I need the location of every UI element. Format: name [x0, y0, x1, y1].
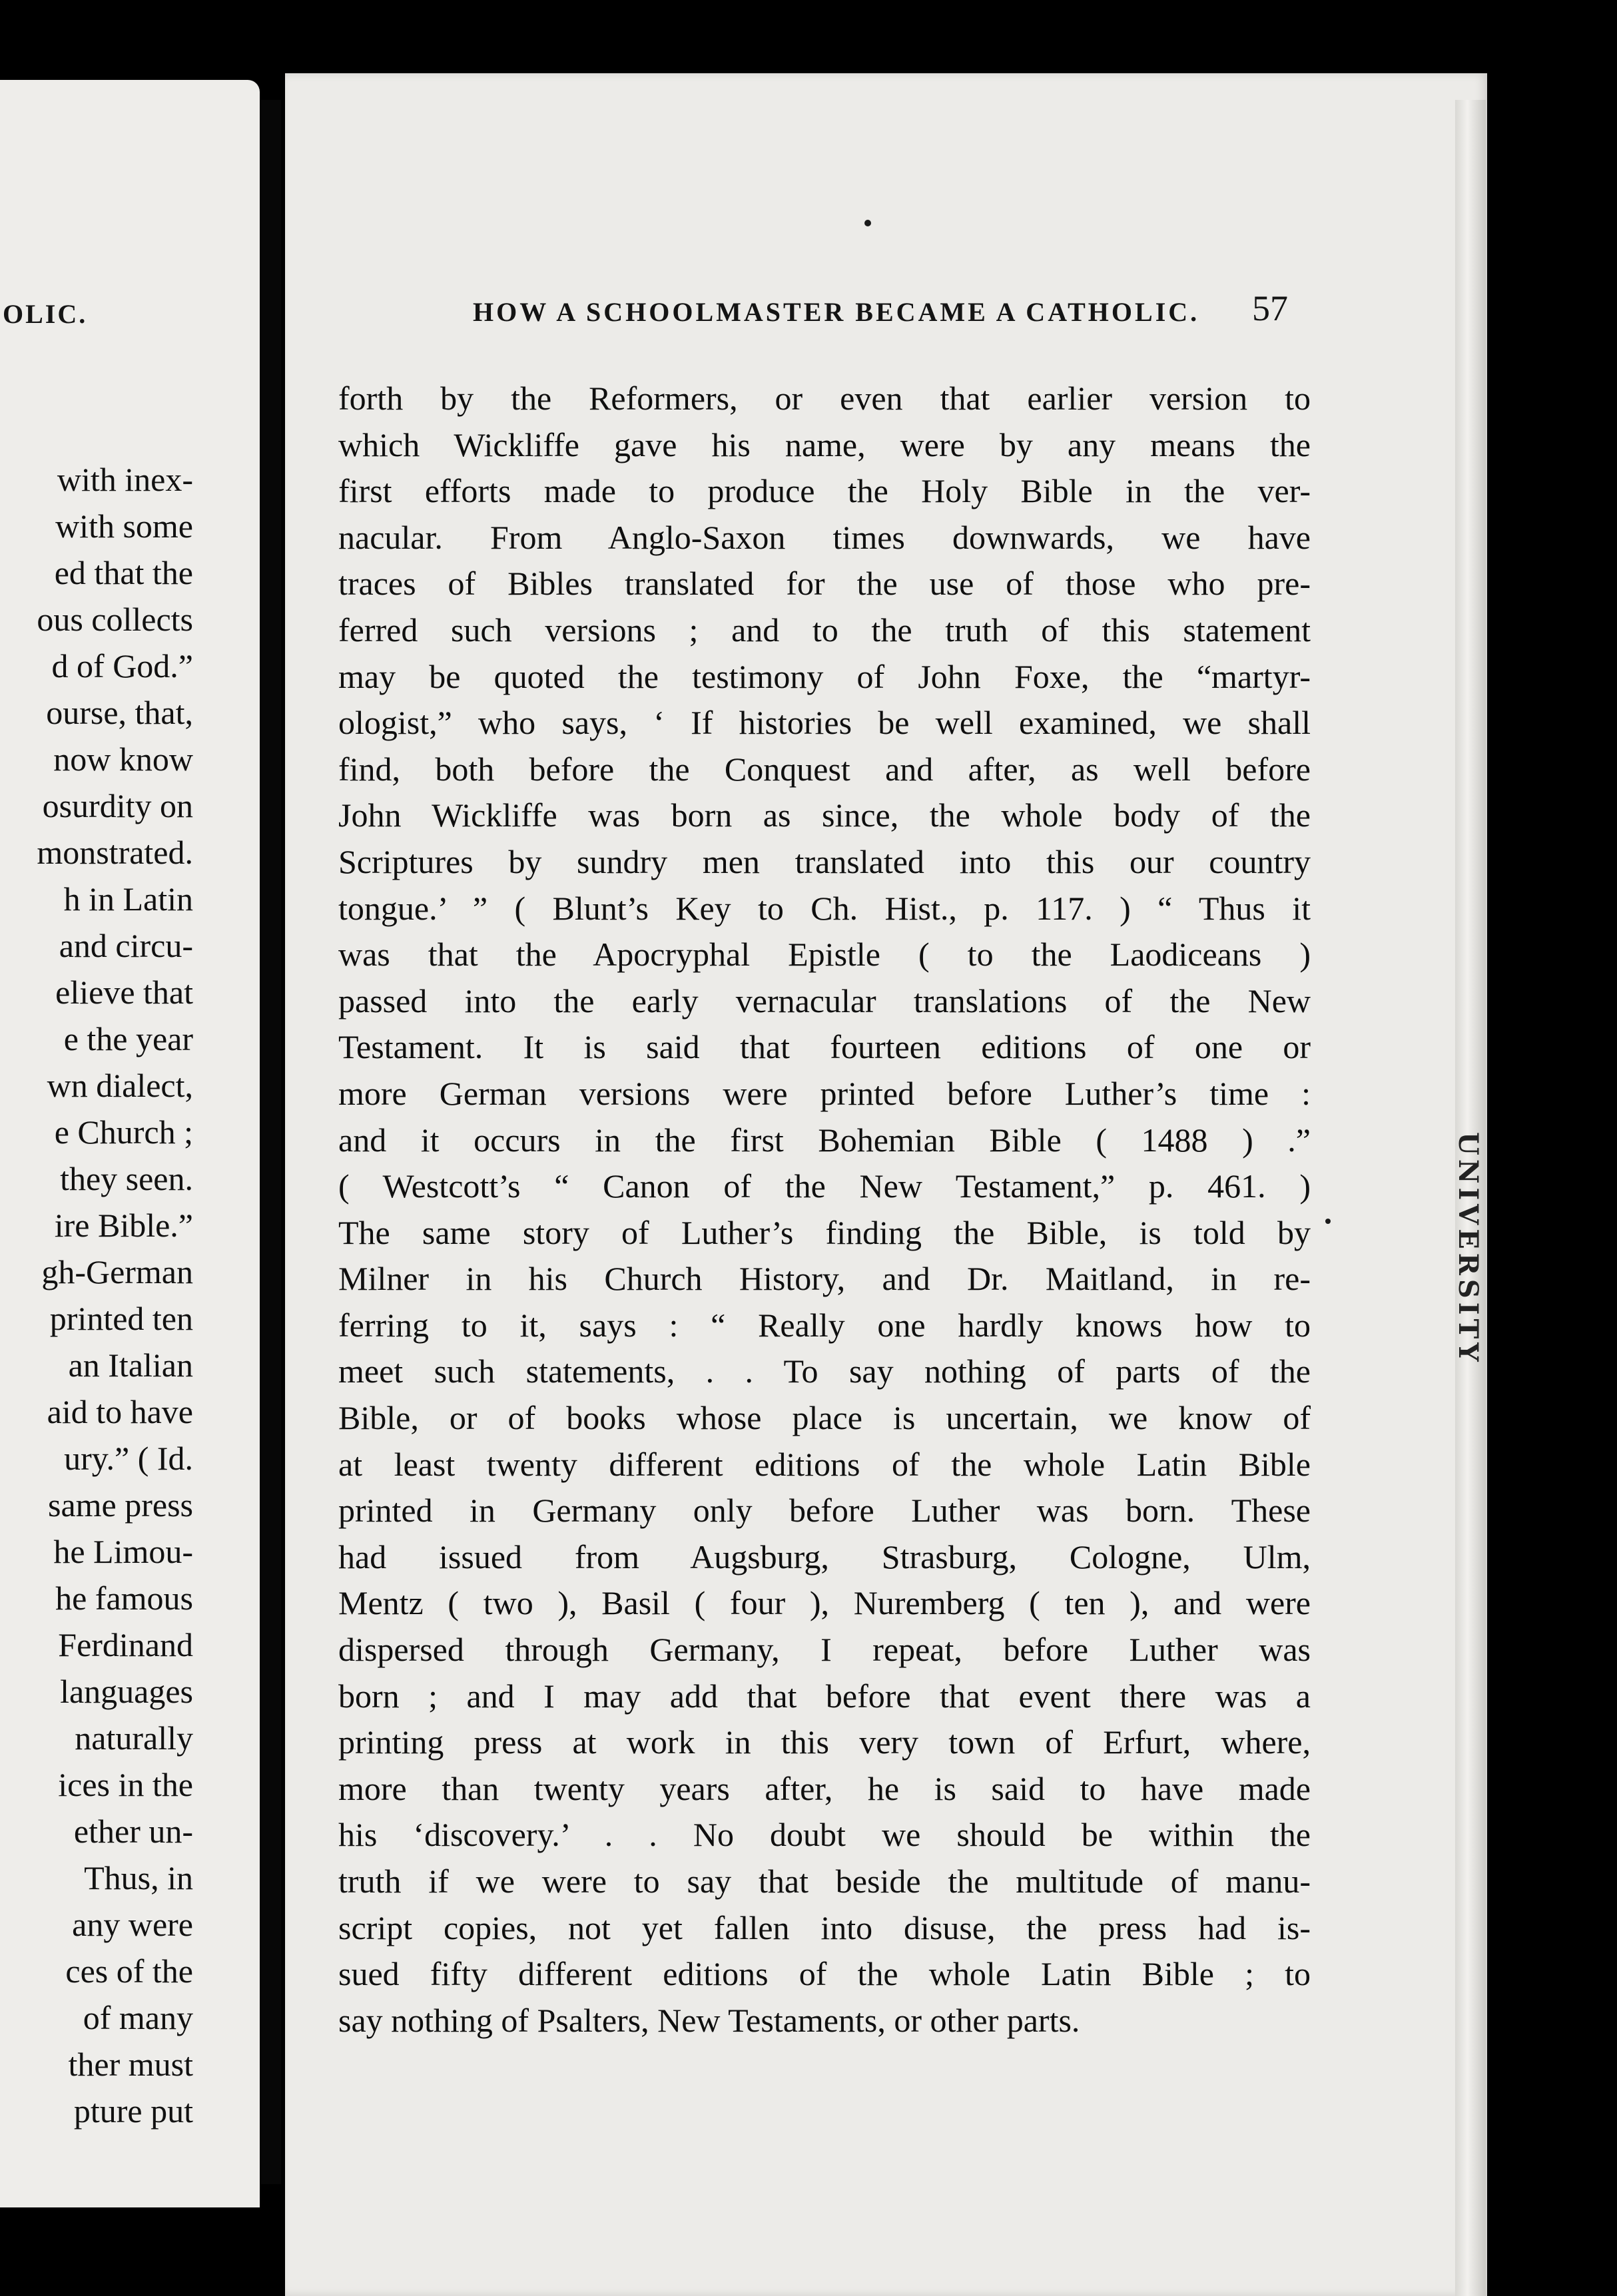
- left-text-line: languages: [60, 1673, 193, 1710]
- body-text-line: may be quoted the testimony of John Foxe, the “martyr-: [338, 657, 1311, 695]
- book-gutter: [261, 100, 281, 2184]
- left-text-line: an Italian: [68, 1346, 193, 1384]
- body-text-line: and it occurs in the first Bohemian Bible ( 1488 ) .”: [338, 1121, 1311, 1159]
- body-text-line: Scriptures by sundry men translated into this our country: [338, 842, 1311, 880]
- body-text-line: ( Westcott’s “ Canon of the New Testament,” p. 461. ): [338, 1167, 1311, 1205]
- body-text-line: was that the Apocryphal Epistle ( to the Laodiceans ): [338, 936, 1311, 974]
- left-text-line: he famous: [55, 1579, 193, 1617]
- running-head: HOW A SCHOOLMASTER BECAME A CATHOLIC.: [473, 297, 1200, 327]
- left-text-line: with some: [55, 507, 193, 545]
- body-text-line: traces of Bibles translated for the use of those who pre-: [338, 565, 1311, 603]
- left-text-line: ether un-: [73, 1813, 193, 1850]
- body-text-line: sued fifty different editions of the whole Latin Bible ; to: [338, 1955, 1311, 1993]
- body-text-line: Testament. It is said that fourteen editions of one or: [338, 1028, 1311, 1066]
- left-text-line: gh-German: [41, 1253, 193, 1291]
- left-text-line: Ferdinand: [58, 1626, 193, 1663]
- body-text-line: ferred such versions ; and to the truth of this statement: [338, 611, 1311, 649]
- ink-speck: [1325, 1219, 1331, 1224]
- body-text-line: meet such statements, . . To say nothing of parts of the: [338, 1352, 1311, 1390]
- left-text-line: they seen.: [60, 1160, 193, 1197]
- left-text-line: elieve that: [55, 974, 193, 1011]
- body-text-line: printed in Germany only before Luther was born. These: [338, 1492, 1311, 1530]
- left-text-line: printed ten: [49, 1300, 193, 1337]
- body-text-line: dispersed through Germany, I repeat, before Luther was: [338, 1631, 1311, 1669]
- body-text-column: [338, 376, 1311, 2044]
- body-text-line: more than twenty years after, he is said to have made: [338, 1769, 1311, 1807]
- page-number: 57: [1252, 288, 1288, 328]
- body-text-line: say nothing of Psalters, New Testaments, or other parts.: [338, 2001, 1080, 2039]
- left-text-line: same press: [48, 1486, 193, 1524]
- left-text-line: he Limou-: [53, 1533, 193, 1570]
- left-text-line: ous collects: [37, 601, 193, 638]
- library-stamp: UNIVERSITY: [1453, 1132, 1484, 1366]
- left-text-line: pture put: [73, 2092, 193, 2130]
- body-text-line: Mentz ( two ), Basil ( four ), Nuremberg ( ten ), and were: [338, 1584, 1311, 1622]
- left-text-line: of many: [83, 1999, 193, 2036]
- body-text-line: more German versions were printed before Luther’s time :: [338, 1074, 1311, 1112]
- left-text-line: ces of the: [65, 1952, 193, 1990]
- left-text-line: ices in the: [58, 1766, 193, 1803]
- left-text-line: monstrated.: [37, 834, 193, 871]
- left-text-line: ed that the: [54, 554, 193, 591]
- body-text-line: his ‘discovery.’ . . No doubt we should be within the: [338, 1816, 1311, 1854]
- left-text-line: now know: [53, 740, 193, 778]
- ink-speck: [864, 220, 871, 226]
- left-text-line: e Church ;: [54, 1113, 193, 1151]
- body-text-line: script copies, not yet fallen into disuse, the press had is-: [338, 1908, 1311, 1946]
- left-text-line: ther must: [68, 2046, 193, 2083]
- left-text-line: e the year: [63, 1020, 193, 1057]
- body-text-line: passed into the early vernacular translations of the New: [338, 982, 1311, 1019]
- body-text-line: Milner in his Church History, and Dr. Maitland, in re-: [338, 1260, 1311, 1298]
- body-text-line: had issued from Augsburg, Strasburg, Cologne, Ulm,: [338, 1538, 1311, 1576]
- body-text-line: truth if we were to say that beside the multitude of manu-: [338, 1863, 1311, 1900]
- body-text-line: ferring to it, says : “ Really one hardly knows how to: [338, 1306, 1311, 1344]
- body-text-line: forth by the Reformers, or even that earlier version to: [338, 380, 1311, 417]
- left-text-line: and circu-: [59, 927, 193, 964]
- left-text-line: aid to have: [47, 1393, 193, 1430]
- body-text-line: born ; and I may add that before that event there was a: [338, 1677, 1311, 1715]
- body-text-line: printing press at work in this very town of Erfurt, where,: [338, 1723, 1311, 1761]
- left-text-line: ury.” ( Id.: [64, 1440, 193, 1477]
- body-text-line: at least twenty different editions of the whole Latin Bible: [338, 1445, 1311, 1483]
- left-page: [0, 80, 260, 2207]
- body-text-line: John Wickliffe was born as since, the whole body of the: [338, 796, 1311, 834]
- left-text-line: any were: [72, 1906, 193, 1943]
- body-text-line: which Wickliffe gave his name, were by any means the: [338, 426, 1311, 463]
- body-text-line: The same story of Luther’s finding the Bible, is told by: [338, 1213, 1311, 1251]
- left-text-line: ire Bible.”: [54, 1207, 193, 1244]
- left-text-line: ourse, that,: [46, 694, 193, 731]
- body-text-line: first efforts made to produce the Holy Bible in the ver-: [338, 472, 1311, 510]
- left-text-line: h in Latin: [63, 880, 193, 918]
- left-running-head: OLIC.: [3, 299, 88, 329]
- body-text-line: tongue.’ ” ( Blunt’s Key to Ch. Hist., p. 117. ) “ Thus it: [338, 889, 1311, 927]
- left-text-line: Thus, in: [84, 1859, 193, 1896]
- body-text-line: Bible, or of books whose place is uncertain, we know of: [338, 1399, 1311, 1437]
- left-text-line: osurdity on: [42, 787, 193, 824]
- left-text-line: with inex-: [57, 461, 193, 498]
- left-text-line: d of God.”: [51, 647, 193, 685]
- left-text-line: wn dialect,: [47, 1067, 193, 1104]
- body-text-line: nacular. From Anglo-Saxon times downwards, we have: [338, 518, 1311, 556]
- body-text-line: find, both before the Conquest and after, as well before: [338, 750, 1311, 788]
- left-text-line: naturally: [75, 1719, 193, 1757]
- left-text-column: [0, 456, 193, 2134]
- body-text-line: ologist,” who says, ‘ If histories be well examined, we shall: [338, 704, 1311, 742]
